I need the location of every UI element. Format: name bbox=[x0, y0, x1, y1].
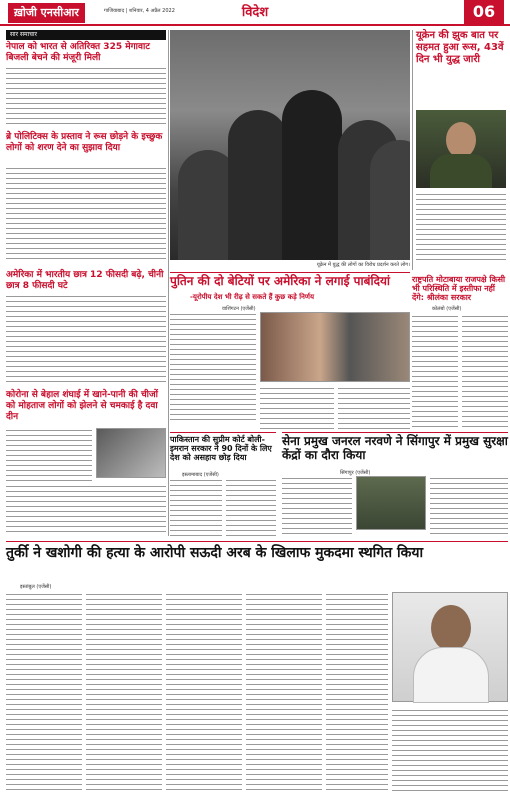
army-byline: सिंगापुर (एजेंसी) bbox=[340, 470, 371, 476]
pakistan-byline: इस्लामाबाद (एजेंसी) bbox=[182, 472, 219, 478]
putin-headline: पुतिन की दो बेटियों पर अमेरिका ने लगाई पाबंदियां bbox=[170, 274, 391, 288]
story-shanghai-body bbox=[6, 428, 92, 490]
protest-photo bbox=[170, 30, 410, 260]
story-nepal-headline: नेपाल को भारत से अतिरिक्त 325 मेगावाट बिजली बेचने की मंजूरी मिली bbox=[6, 42, 150, 63]
page-number: 06 bbox=[464, 0, 504, 24]
army-headline: सेना प्रमुख जनरल नरवणे ने सिंगापुर में प्रमुख सुरक्षा केंद्रों का दौरा किया bbox=[282, 434, 508, 462]
shanghai-photo bbox=[96, 428, 166, 478]
putin-body-col1 bbox=[170, 312, 256, 422]
putin-daughters-photo bbox=[260, 312, 410, 382]
turkey-body-col4 bbox=[246, 592, 322, 792]
general-photo bbox=[356, 476, 426, 530]
turkey-body-col2 bbox=[86, 592, 162, 792]
pakistan-headline: पाकिस्तान की सुप्रीम कोर्ट बोली- इमरान सरकार ने 90 दिनों के लिए देश को असहाय छोड़ दिया bbox=[170, 435, 272, 463]
section-title: विदेश bbox=[241, 5, 269, 20]
srilanka-headline: राष्ट्रपति मोटाबाया राजपक्षे किसी भी परिस्थिति में इस्तीफा नहीं देंगे: श्रीलंका सरकार bbox=[412, 275, 506, 303]
story-students-headline: अमेरिका में भारतीय छात्र 12 फीसदी बढ़े, चीनी छात्र 8 फीसदी घटे bbox=[6, 270, 164, 291]
story-shanghai-headline: कोरोना से बेहाल शंघाई में खाने-पानी की चीजों को मोहताज लोगों को झेलने से चमकाई है दवा दीन bbox=[6, 390, 159, 422]
ukraine-body bbox=[416, 192, 506, 262]
zelensky-photo bbox=[416, 110, 506, 188]
masthead bbox=[0, 0, 510, 26]
turkey-byline: इस्तांबुल (एजेंसी) bbox=[20, 584, 52, 590]
army-body-col1 bbox=[282, 476, 352, 536]
story-shanghai-body-2 bbox=[6, 484, 166, 536]
newspaper-logo: ख़ोजी एनसीआर bbox=[8, 3, 85, 23]
pakistan-body-col2 bbox=[226, 478, 276, 536]
turkey-body-col6 bbox=[392, 708, 508, 792]
story-politics-headline: ब्रेे पोलिटिक्स के प्रस्ताव ने रूस छोड़ने के इच्छुक लोगों को शरण देने का सुझाव दिया bbox=[6, 132, 163, 153]
turkey-body-col5 bbox=[326, 592, 388, 792]
putin-body-col3 bbox=[338, 386, 410, 430]
story-students-body bbox=[6, 294, 166, 384]
putin-body-col2 bbox=[260, 386, 334, 430]
turkey-body-col1 bbox=[6, 592, 82, 792]
khashoggi-photo bbox=[392, 592, 508, 702]
story-politics-body bbox=[6, 166, 166, 262]
srilanka-body-col1 bbox=[412, 314, 458, 430]
ukraine-headline: यूक्रेन की झुक बात पर सहमत हुआ रूस, 43वें दिन भी युद्ध जारी bbox=[416, 30, 504, 65]
army-body-col2 bbox=[430, 476, 508, 536]
dateline: गाजियाबाद | शनिवार, 4 अप्रैल 2022 bbox=[104, 8, 175, 14]
srilanka-body-col2 bbox=[462, 314, 508, 430]
story-nepal-body bbox=[6, 66, 166, 128]
putin-byline: वाशिंगटन (एजेंसी) bbox=[222, 306, 256, 312]
brief-news-tag: सार समाचार bbox=[6, 30, 166, 40]
turkey-headline: तुर्की ने खशोगी की हत्या के आरोपी सऊदी अरब के खिलाफ मुकदमा स्थगित किया bbox=[6, 545, 424, 561]
srilanka-byline: कोलंबो (एजेंसी) bbox=[432, 306, 462, 312]
pakistan-body-col1 bbox=[170, 478, 222, 536]
putin-subheadline: -यूरोपीय देश भी रीढ़ से सकते हैं कुछ कड़े निर्णय bbox=[190, 293, 315, 301]
photo-caption: यूक्रेन में युद्ध की लोगों का विरोध प्रदर्शन करते लोग। bbox=[316, 262, 410, 268]
turkey-body-col3 bbox=[166, 592, 242, 792]
